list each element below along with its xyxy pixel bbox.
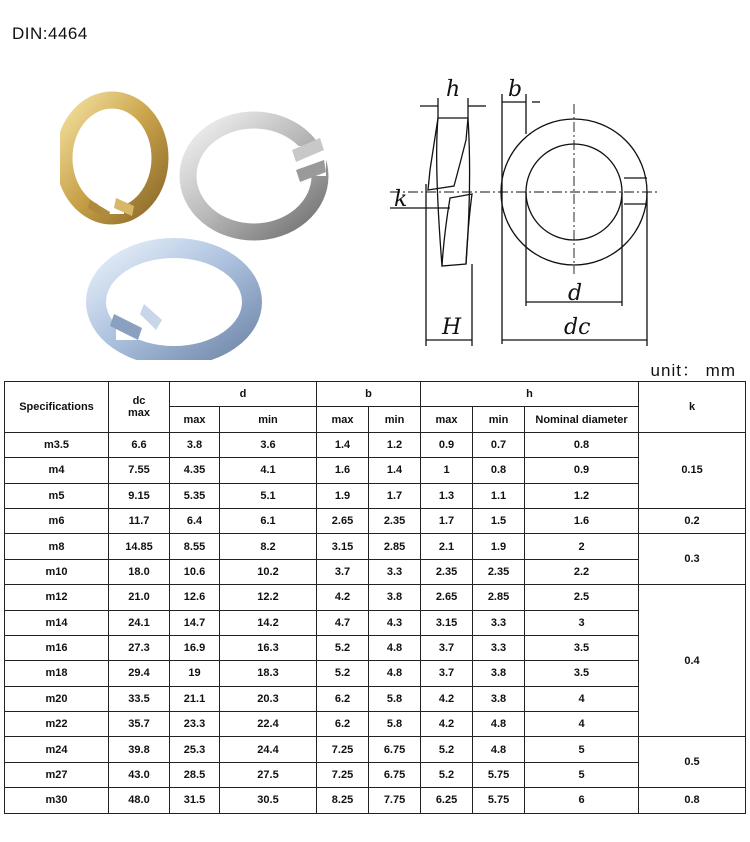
- table-row: [5, 635, 746, 660]
- cell-d-min: 12.2: [220, 585, 317, 610]
- cell-nominal: 2: [525, 534, 639, 559]
- cell-h-max: 6.25: [421, 788, 473, 813]
- cell-d-min: 24.4: [220, 737, 317, 762]
- side-profile-upper: [428, 118, 468, 190]
- cell-h-min: 5.75: [473, 762, 525, 787]
- cell-dc: 27.3: [109, 635, 170, 660]
- cell-b-max: 4.2: [317, 585, 369, 610]
- cell-d-max: 14.7: [170, 610, 220, 635]
- cell-h-max: 3.7: [421, 635, 473, 660]
- cell-d-max: 4.35: [170, 458, 220, 483]
- header-k: k: [639, 382, 746, 433]
- cell-h-max: 5.2: [421, 737, 473, 762]
- table-row: [5, 432, 746, 457]
- cell-spec: m30: [5, 788, 109, 813]
- header-h: h: [421, 382, 639, 407]
- cell-b-min: 3.3: [369, 559, 421, 584]
- cell-b-min: 5.8: [369, 686, 421, 711]
- cell-d-max: 25.3: [170, 737, 220, 762]
- cell-spec: m27: [5, 762, 109, 787]
- header-dc: dc max: [109, 382, 170, 433]
- cell-nominal: 1.2: [525, 483, 639, 508]
- label-dc: dc: [564, 315, 591, 340]
- cell-dc: 7.55: [109, 458, 170, 483]
- cell-h-min: 3.8: [473, 661, 525, 686]
- cell-h-min: 4.8: [473, 712, 525, 737]
- cell-nominal: 5: [525, 737, 639, 762]
- cell-d-min: 27.5: [220, 762, 317, 787]
- washer-photos: [60, 88, 360, 360]
- unit-label: unit： mm: [650, 361, 736, 380]
- label-b: b: [508, 77, 523, 102]
- cell-spec: m8: [5, 534, 109, 559]
- cell-dc: 14.85: [109, 534, 170, 559]
- cell-b-max: 8.25: [317, 788, 369, 813]
- cell-d-min: 18.3: [220, 661, 317, 686]
- cell-d-max: 16.9: [170, 635, 220, 660]
- header-nominal-diameter: Nominal diameter: [525, 407, 639, 432]
- cell-d-max: 10.6: [170, 559, 220, 584]
- cell-nominal: 5: [525, 762, 639, 787]
- table-row: [5, 483, 746, 508]
- table-row: [5, 686, 746, 711]
- cell-h-max: 1: [421, 458, 473, 483]
- cell-nominal: 3.5: [525, 661, 639, 686]
- cell-h-max: 1.7: [421, 508, 473, 533]
- cell-b-min: 1.2: [369, 432, 421, 457]
- cell-d-max: 5.35: [170, 483, 220, 508]
- cell-h-min: 1.1: [473, 483, 525, 508]
- gold-washer: [64, 100, 160, 220]
- table-row: [5, 712, 746, 737]
- cell-b-min: 4.8: [369, 661, 421, 686]
- cell-dc: 9.15: [109, 483, 170, 508]
- table-row: [5, 788, 746, 813]
- cell-dc: 48.0: [109, 788, 170, 813]
- cell-dc: 39.8: [109, 737, 170, 762]
- cell-spec: m14: [5, 610, 109, 635]
- cell-d-max: 28.5: [170, 762, 220, 787]
- cell-b-min: 6.75: [369, 762, 421, 787]
- label-k: k: [394, 187, 408, 212]
- table-row: [5, 737, 746, 762]
- cell-b-min: 4.8: [369, 635, 421, 660]
- cell-nominal: 4: [525, 686, 639, 711]
- cell-dc: 21.0: [109, 585, 170, 610]
- silver-washer: [188, 120, 326, 232]
- cell-h-max: 0.9: [421, 432, 473, 457]
- cell-d-min: 3.6: [220, 432, 317, 457]
- cell-nominal: 3.5: [525, 635, 639, 660]
- cell-b-min: 1.4: [369, 458, 421, 483]
- cell-nominal: 0.8: [525, 432, 639, 457]
- header-specifications: Specifications: [5, 382, 109, 433]
- table-row: [5, 661, 746, 686]
- table-row: [5, 559, 746, 584]
- cell-nominal: 3: [525, 610, 639, 635]
- cell-spec: m22: [5, 712, 109, 737]
- cell-b-max: 1.6: [317, 458, 369, 483]
- cell-h-min: 2.35: [473, 559, 525, 584]
- cell-h-min: 3.8: [473, 686, 525, 711]
- cell-dc: 35.7: [109, 712, 170, 737]
- cell-d-max: 23.3: [170, 712, 220, 737]
- table-row: [5, 762, 746, 787]
- cell-b-max: 5.2: [317, 635, 369, 660]
- cell-dc: 29.4: [109, 661, 170, 686]
- cell-b-min: 4.3: [369, 610, 421, 635]
- cell-dc: 6.6: [109, 432, 170, 457]
- cell-spec: m12: [5, 585, 109, 610]
- cell-b-max: 6.2: [317, 686, 369, 711]
- cell-d-max: 8.55: [170, 534, 220, 559]
- cell-nominal: 2.5: [525, 585, 639, 610]
- cell-dc: 11.7: [109, 508, 170, 533]
- cell-d-max: 6.4: [170, 508, 220, 533]
- cell-spec: m3.5: [5, 432, 109, 457]
- cell-nominal: 2.2: [525, 559, 639, 584]
- cell-b-min: 1.7: [369, 483, 421, 508]
- header-h-min: min: [473, 407, 525, 432]
- cell-dc: 33.5: [109, 686, 170, 711]
- header-h-max: max: [421, 407, 473, 432]
- cell-d-max: 31.5: [170, 788, 220, 813]
- blue-washer: [96, 248, 252, 356]
- header-b-max: max: [317, 407, 369, 432]
- cell-k: 0.3: [639, 534, 746, 585]
- table-row: [5, 610, 746, 635]
- header-d: d: [170, 382, 317, 407]
- cell-b-max: 1.4: [317, 432, 369, 457]
- cell-k: 0.2: [639, 508, 746, 533]
- washer-technical-drawing: [380, 74, 660, 360]
- cell-h-max: 2.65: [421, 585, 473, 610]
- cell-d-min: 5.1: [220, 483, 317, 508]
- cell-b-min: 3.8: [369, 585, 421, 610]
- cell-spec: m6: [5, 508, 109, 533]
- cell-h-min: 3.3: [473, 635, 525, 660]
- cell-b-min: 6.75: [369, 737, 421, 762]
- cell-d-min: 8.2: [220, 534, 317, 559]
- cell-h-min: 4.8: [473, 737, 525, 762]
- cell-spec: m16: [5, 635, 109, 660]
- spec-table: [4, 381, 746, 814]
- cell-k: 0.15: [639, 432, 746, 508]
- table-row: [5, 534, 746, 559]
- cell-d-min: 6.1: [220, 508, 317, 533]
- cell-b-max: 4.7: [317, 610, 369, 635]
- cell-b-min: 5.8: [369, 712, 421, 737]
- cell-nominal: 0.9: [525, 458, 639, 483]
- cell-k: 0.5: [639, 737, 746, 788]
- cell-nominal: 1.6: [525, 508, 639, 533]
- cell-h-min: 0.7: [473, 432, 525, 457]
- cell-b-min: 2.35: [369, 508, 421, 533]
- cell-d-max: 3.8: [170, 432, 220, 457]
- cell-h-max: 4.2: [421, 686, 473, 711]
- cell-nominal: 6: [525, 788, 639, 813]
- cell-nominal: 4: [525, 712, 639, 737]
- table-row: [5, 508, 746, 533]
- header-b-min: min: [369, 407, 421, 432]
- label-H: H: [442, 315, 462, 340]
- cell-d-max: 21.1: [170, 686, 220, 711]
- cell-b-max: 3.7: [317, 559, 369, 584]
- label-h: h: [446, 77, 461, 102]
- cell-k: 0.8: [639, 788, 746, 813]
- standard-title: DIN:4464: [12, 24, 88, 43]
- cell-h-min: 2.85: [473, 585, 525, 610]
- cell-dc: 18.0: [109, 559, 170, 584]
- cell-h-max: 3.15: [421, 610, 473, 635]
- cell-b-max: 1.9: [317, 483, 369, 508]
- cell-d-min: 14.2: [220, 610, 317, 635]
- cell-spec: m18: [5, 661, 109, 686]
- cell-d-min: 16.3: [220, 635, 317, 660]
- cell-d-min: 4.1: [220, 458, 317, 483]
- cell-h-min: 1.9: [473, 534, 525, 559]
- cell-k: 0.4: [639, 585, 746, 737]
- cell-h-max: 5.2: [421, 762, 473, 787]
- cell-b-max: 5.2: [317, 661, 369, 686]
- cell-dc: 43.0: [109, 762, 170, 787]
- header-d-max: max: [170, 407, 220, 432]
- cell-b-max: 3.15: [317, 534, 369, 559]
- header-b: b: [317, 382, 421, 407]
- cell-spec: m24: [5, 737, 109, 762]
- label-d: d: [568, 281, 583, 306]
- cell-spec: m5: [5, 483, 109, 508]
- cell-h-max: 4.2: [421, 712, 473, 737]
- cell-b-min: 7.75: [369, 788, 421, 813]
- cell-d-min: 30.5: [220, 788, 317, 813]
- cell-b-max: 2.65: [317, 508, 369, 533]
- table-row: [5, 458, 746, 483]
- cell-b-max: 7.25: [317, 737, 369, 762]
- cell-d-min: 20.3: [220, 686, 317, 711]
- cell-b-min: 2.85: [369, 534, 421, 559]
- cell-h-min: 0.8: [473, 458, 525, 483]
- cell-h-min: 1.5: [473, 508, 525, 533]
- cell-spec: m4: [5, 458, 109, 483]
- cell-h-max: 1.3: [421, 483, 473, 508]
- cell-d-max: 19: [170, 661, 220, 686]
- cell-h-max: 2.1: [421, 534, 473, 559]
- cell-d-max: 12.6: [170, 585, 220, 610]
- cell-dc: 24.1: [109, 610, 170, 635]
- table-row: [5, 585, 746, 610]
- cell-spec: m20: [5, 686, 109, 711]
- cell-b-max: 6.2: [317, 712, 369, 737]
- cell-h-min: 3.3: [473, 610, 525, 635]
- cell-h-max: 2.35: [421, 559, 473, 584]
- header-d-min: min: [220, 407, 317, 432]
- cell-h-max: 3.7: [421, 661, 473, 686]
- cell-d-min: 10.2: [220, 559, 317, 584]
- cell-d-min: 22.4: [220, 712, 317, 737]
- cell-b-max: 7.25: [317, 762, 369, 787]
- cell-h-min: 5.75: [473, 788, 525, 813]
- cell-spec: m10: [5, 559, 109, 584]
